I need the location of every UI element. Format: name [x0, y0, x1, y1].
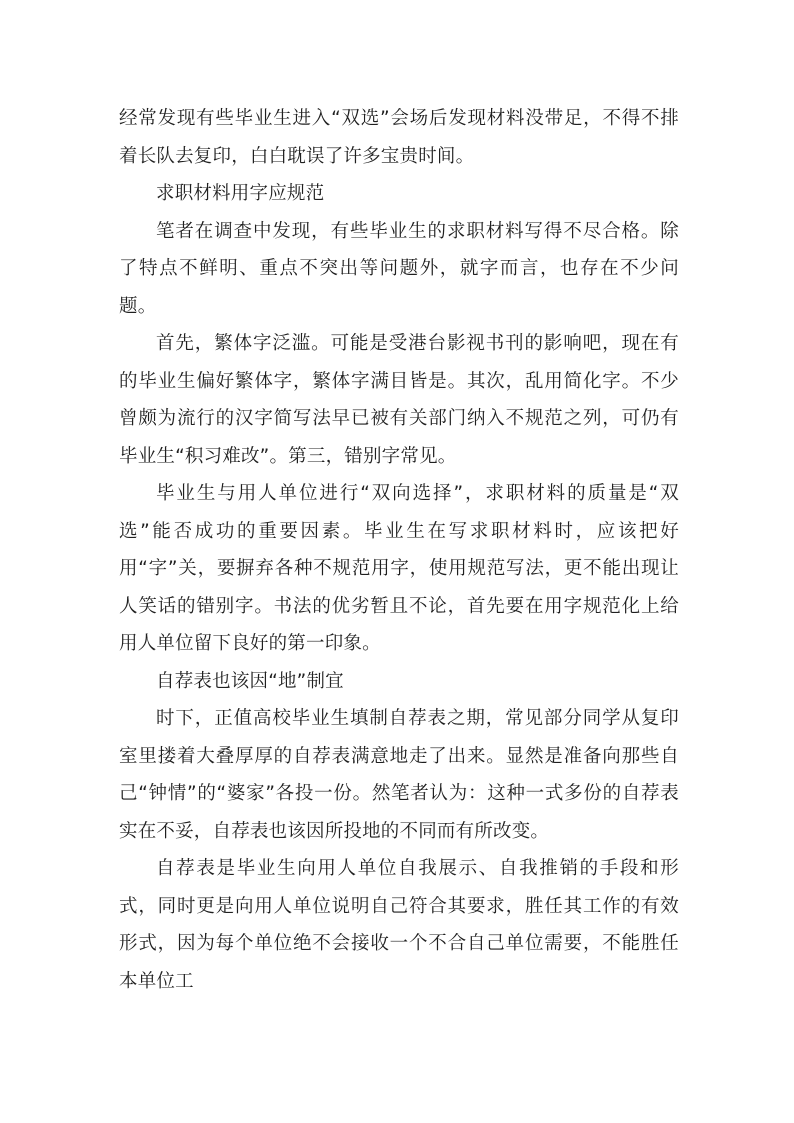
paragraph: 自荐表是毕业生向用人单位自我展示、自我推销的手段和形式，同时更是向用人单位说明自己符合其要求，胜任其工作的有效形式，因为每个单位绝不会接收一个不合自己单位需要，不能胜任本单位工	[119, 858, 679, 992]
paragraph: 毕业生与用人单位进行“双向选择”，求职材料的质量是“双选”能否成功的重要因素。毕业生在写求职材料时，应该把好用“字”关，要摒弃各种不规范用字，使用规范写法，更不能出现让人笑话的错别字。书法的优劣暂且不论，首先要在用字规范化上给用人单位留下良好的第一印象。	[119, 483, 679, 654]
document-body	[119, 100, 679, 1000]
paragraph: 首先，繁体字泛滥。可能是受港台影视书刊的影响吧，现在有的毕业生偏好繁体字，繁体字满目皆是。其次，乱用简化字。不少曾颇为流行的汉字简写法早已被有关部门纳入不规范之列，可仍有毕业生“积习难改”。第三，错别字常见。	[119, 333, 679, 467]
paragraph: 经常发现有些毕业生进入“双选”会场后发现材料没带足，不得不排着长队去复印，白白耽误了许多宝贵时间。	[119, 108, 679, 167]
paragraph: 笔者在调查中发现，有些毕业生的求职材料写得不尽合格。除了特点不鲜明、重点不突出等问题外，就字而言，也存在不少问题。	[119, 220, 679, 317]
section-heading: 求职材料用字应规范	[156, 183, 325, 204]
paragraph: 时下，正值高校毕业生填制自荐表之期，常见部分同学从复印室里搂着大叠厚厚的自荐表满意地走了出来。显然是准备向那些自己“钟情”的“婆家”各投一份。然笔者认为：这种一式多份的自荐表实在不妥，自荐表也该因所投地的不同而有所改变。	[119, 708, 679, 842]
section-heading: 自荐表也该因“地”制宜	[156, 670, 344, 692]
